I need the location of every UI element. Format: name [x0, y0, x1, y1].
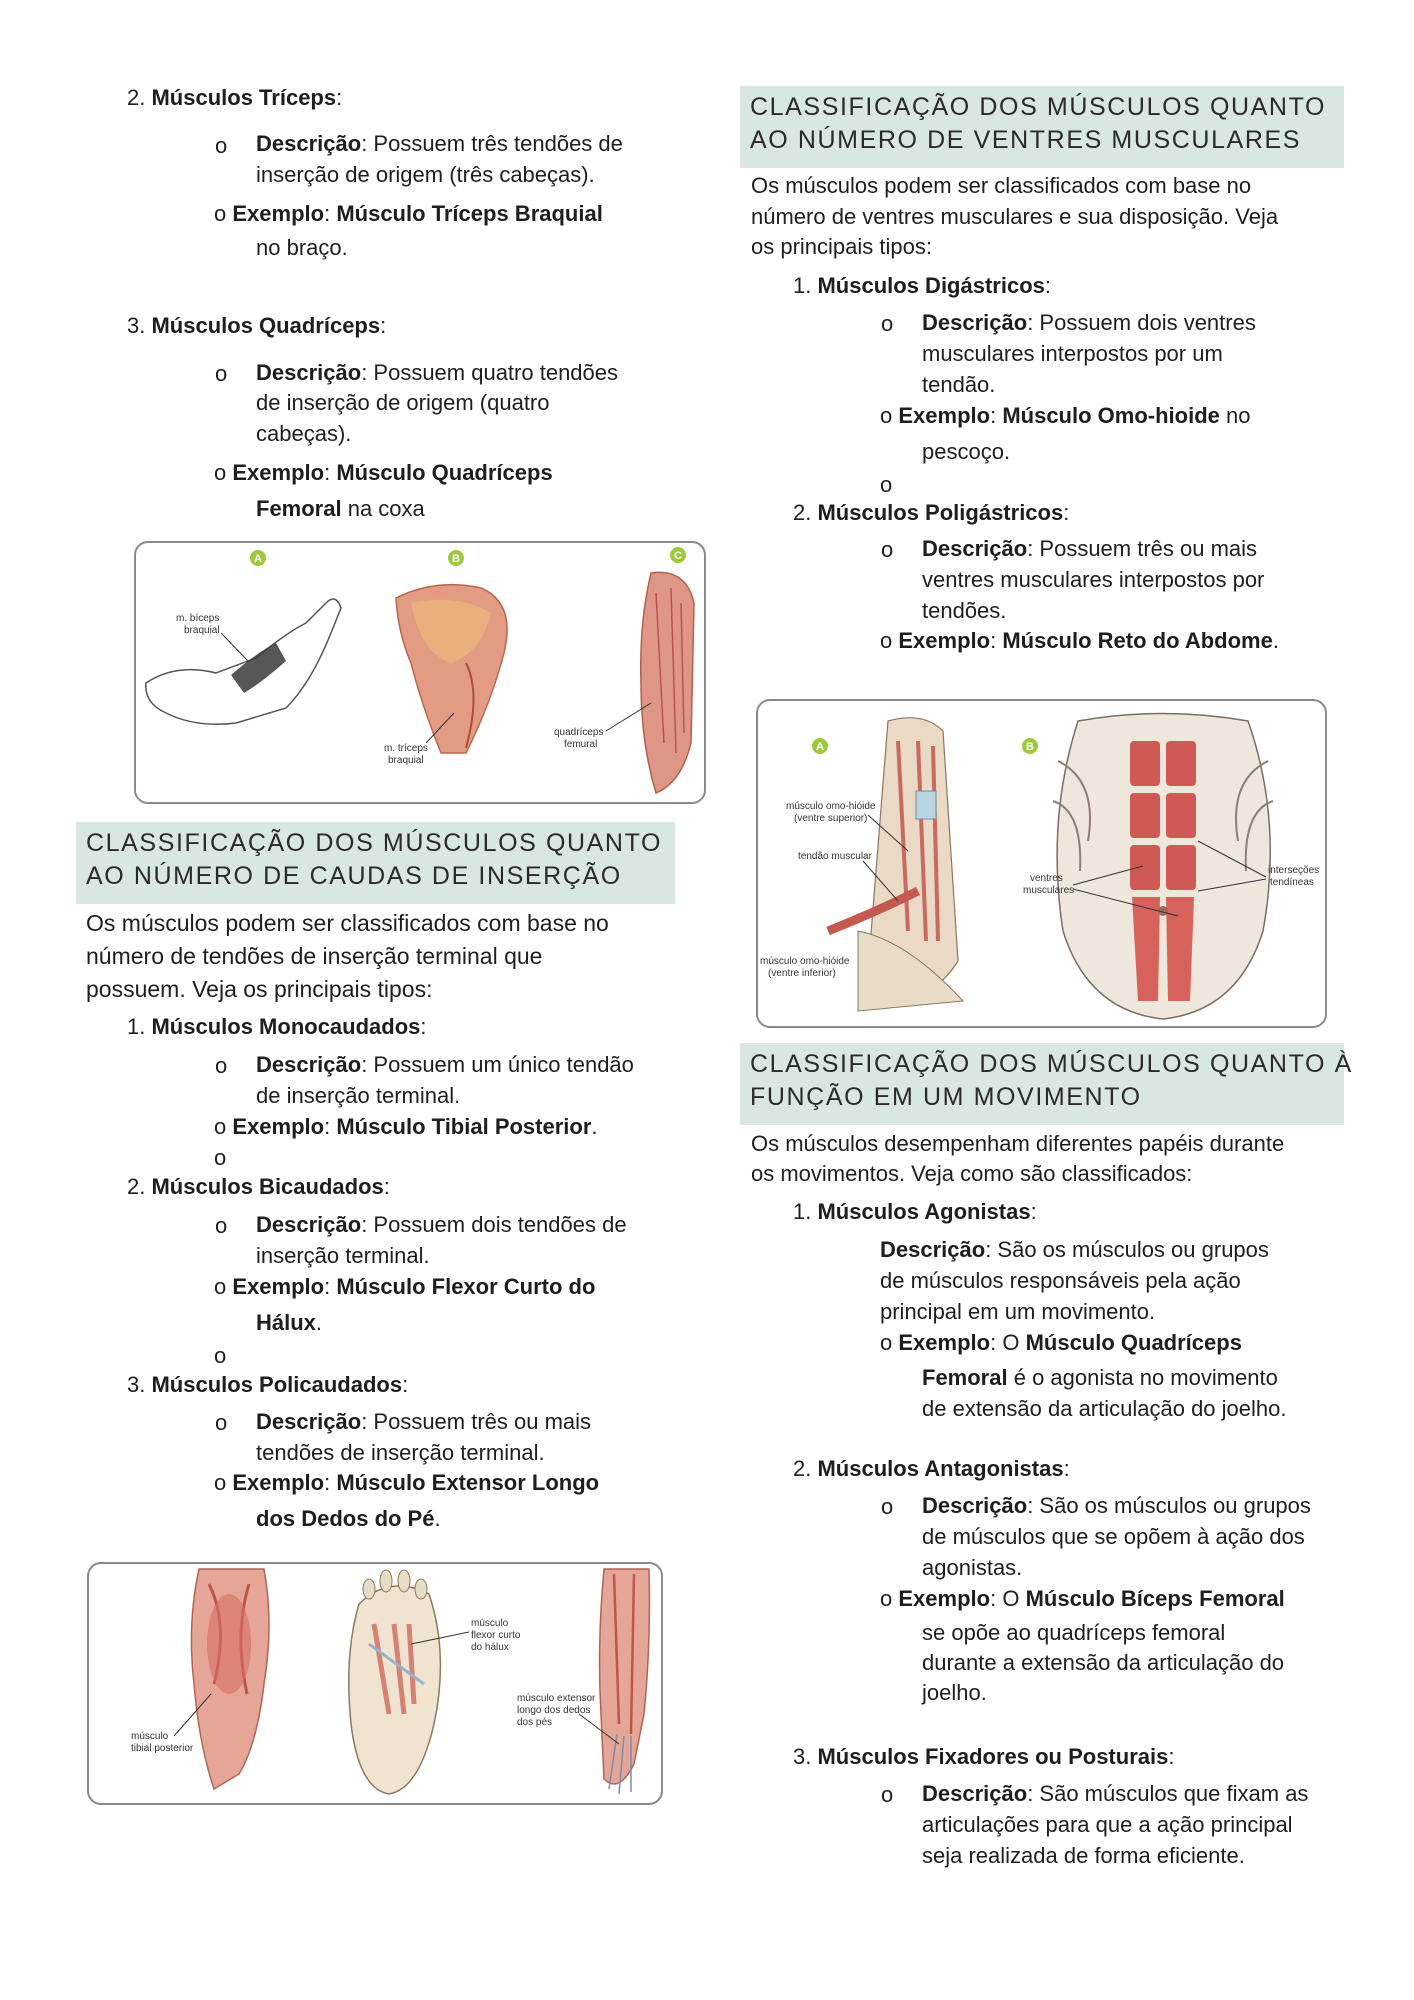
- triceps-example: o Exemplo: Músculo Tríceps Braquial: [214, 201, 603, 226]
- svg-text:C: C: [674, 550, 682, 562]
- funcao-intro: Os músculos desempenham diferentes papéis durante: [751, 1131, 1285, 1156]
- monocaudados-description-cont: de inserção terminal.: [256, 1083, 461, 1108]
- svg-text:do hálux: do hálux: [471, 1642, 509, 1653]
- svg-text:musculares: musculares: [1023, 885, 1075, 896]
- section-header-funcao: CLASSIFICAÇÃO DOS MÚSCULOS QUANTO À FUNÇÃO EM UM MOVIMENTO: [740, 1043, 1344, 1125]
- digastricos-example: o Exemplo: Músculo Omo-hioide no: [880, 403, 1251, 428]
- svg-text:tendão muscular: tendão muscular: [798, 851, 872, 862]
- figure-arm-muscles: [134, 541, 706, 804]
- triceps-example-cont: no braço.: [256, 235, 348, 260]
- svg-text:dos pés: dos pés: [517, 1717, 553, 1728]
- svg-text:braquial: braquial: [388, 755, 424, 766]
- svg-text:músculo: músculo: [471, 1618, 509, 1629]
- bullet-marker: o: [215, 1410, 228, 1435]
- caudas-intro-cont: possuem. Veja os principais tipos:: [86, 976, 433, 1002]
- empty-bullet: o: [880, 472, 893, 497]
- ventres-intro: Os músculos podem ser classificados com base no: [751, 173, 1252, 198]
- antagonistas-heading: 2. Músculos Antagonistas:: [793, 1456, 1070, 1481]
- bullet-marker: o: [215, 1053, 228, 1078]
- triceps-description: Descrição: Possuem três tendões de: [256, 131, 623, 156]
- svg-text:B: B: [1026, 741, 1034, 753]
- fixadores-heading: 3. Músculos Fixadores ou Posturais:: [793, 1744, 1175, 1769]
- svg-text:m. bíceps: m. bíceps: [176, 613, 220, 624]
- svg-text:músculo omo-hióide: músculo omo-hióide: [786, 801, 876, 812]
- bicaudados-example-cont: Hálux.: [256, 1310, 323, 1335]
- funcao-intro-cont: os movimentos. Veja como são classificados:: [751, 1161, 1193, 1186]
- empty-bullet: o: [214, 1145, 227, 1170]
- poligastricos-heading: 2. Músculos Poligástricos:: [793, 500, 1070, 525]
- abdominal-ventre-1: [1130, 741, 1160, 786]
- abdominal-ventre-3: [1130, 793, 1160, 838]
- figure-ventres-muscles: [756, 699, 1327, 1028]
- bicaudados-heading: 2. Músculos Bicaudados:: [127, 1174, 390, 1199]
- monocaudados-heading: 1. Músculos Monocaudados:: [127, 1014, 427, 1039]
- triceps-description-cont: inserção de origem (três cabeças).: [256, 162, 595, 187]
- policaudados-description-cont: tendões de inserção terminal.: [256, 1440, 545, 1465]
- empty-bullet: o: [214, 1343, 227, 1368]
- agonistas-description-cont: de músculos responsáveis pela ação: [880, 1268, 1241, 1293]
- antagonistas-description: Descrição: São os músculos ou grupos: [922, 1493, 1311, 1518]
- abdominal-ventre-6: [1166, 845, 1196, 890]
- bullet-marker: o: [215, 1213, 228, 1238]
- antagonistas-example-cont: se opõe ao quadríceps femoral: [922, 1620, 1226, 1645]
- bullet-marker: o: [881, 1782, 894, 1807]
- antagonistas-description-cont: agonistas.: [922, 1555, 1023, 1580]
- monocaudados-description: Descrição: Possuem um único tendão: [256, 1052, 634, 1077]
- svg-text:femural: femural: [564, 739, 598, 750]
- policaudados-heading: 3. Músculos Policaudados:: [127, 1372, 409, 1397]
- policaudados-description: Descrição: Possuem três ou mais: [256, 1409, 592, 1434]
- svg-text:interseções: interseções: [1268, 865, 1320, 876]
- svg-text:músculo omo-hióide: músculo omo-hióide: [760, 956, 850, 967]
- arm-muscles-illustration: [136, 543, 704, 802]
- ventres-muscles-illustration: [758, 701, 1325, 1026]
- caudas-intro: Os músculos podem ser classificados com base no: [86, 910, 609, 936]
- digastricos-description-cont: musculares interpostos por um: [922, 341, 1223, 366]
- caudas-intro-cont: número de tendões de inserção terminal que: [86, 943, 543, 969]
- agonistas-description-cont: principal em um movimento.: [880, 1299, 1156, 1324]
- svg-text:ventres: ventres: [1030, 873, 1063, 884]
- digastricos-heading: 1. Músculos Digástricos:: [793, 273, 1051, 298]
- poligastricos-description: Descrição: Possuem três ou mais: [922, 536, 1258, 561]
- policaudados-example-cont: dos Dedos do Pé.: [256, 1506, 441, 1531]
- svg-text:(ventre superior): (ventre superior): [794, 813, 868, 824]
- svg-text:tendíneas: tendíneas: [1270, 877, 1314, 888]
- bicaudados-description-cont: inserção terminal.: [256, 1243, 430, 1268]
- ventres-intro-cont: número de ventres musculares e sua disposição. Veja: [751, 204, 1279, 229]
- svg-text:quadríceps: quadríceps: [554, 727, 604, 738]
- agonistas-description: Descrição: São os músculos ou grupos: [880, 1237, 1269, 1262]
- bullet-marker: o: [215, 133, 228, 158]
- svg-text:(ventre inferior): (ventre inferior): [768, 968, 836, 979]
- poligastricos-description-cont: tendões.: [922, 598, 1007, 623]
- ventres-intro-cont: os principais tipos:: [751, 234, 932, 259]
- svg-text:braquial: braquial: [184, 625, 220, 636]
- agonistas-example-cont: Femoral é o agonista no movimento: [922, 1365, 1278, 1390]
- antagonistas-description-cont: de músculos que se opõem à ação dos: [922, 1524, 1305, 1549]
- svg-text:flexor curto: flexor curto: [471, 1630, 521, 1641]
- svg-text:A: A: [816, 741, 824, 753]
- quadriceps-description-cont: de inserção de origem (quatro: [256, 390, 550, 415]
- leg-foot-muscles-illustration: [89, 1564, 661, 1803]
- abdominal-ventre-4: [1166, 793, 1196, 838]
- quadriceps-example: o Exemplo: Músculo Quadríceps: [214, 460, 553, 485]
- fixadores-description-cont: articulações para que a ação principal: [922, 1812, 1293, 1837]
- quadriceps-description-cont: cabeças).: [256, 421, 352, 446]
- policaudados-example: o Exemplo: Músculo Extensor Longo: [214, 1470, 600, 1495]
- svg-text:músculo extensor: músculo extensor: [517, 1693, 596, 1704]
- bullet-marker: o: [215, 361, 228, 386]
- fixadores-description-cont: seja realizada de forma eficiente.: [922, 1843, 1245, 1868]
- figure-leg-foot-muscles: [87, 1562, 663, 1805]
- poligastricos-description-cont: ventres musculares interpostos por: [922, 567, 1265, 592]
- abdominal-ventre-2: [1166, 741, 1196, 786]
- quadriceps-heading: 3. Músculos Quadríceps:: [127, 313, 387, 338]
- agonistas-example: o Exemplo: O Músculo Quadríceps: [880, 1330, 1242, 1355]
- svg-text:B: B: [452, 553, 460, 565]
- quadriceps-description: Descrição: Possuem quatro tendões: [256, 360, 619, 385]
- svg-text:tibial posterior: tibial posterior: [131, 1743, 194, 1754]
- agonistas-example-cont: de extensão da articulação do joelho.: [922, 1396, 1287, 1421]
- digastricos-example-cont: pescoço.: [922, 439, 1011, 464]
- section-header-ventres: CLASSIFICAÇÃO DOS MÚSCULOS QUANTO AO NÚMERO DE VENTRES MUSCULARES: [740, 86, 1344, 168]
- quadriceps-example-cont: Femoral na coxa: [256, 496, 425, 521]
- svg-text:longo dos dedos: longo dos dedos: [517, 1705, 591, 1716]
- bicaudados-description: Descrição: Possuem dois tendões de: [256, 1212, 627, 1237]
- agonistas-heading: 1. Músculos Agonistas:: [793, 1199, 1037, 1224]
- fixadores-description: Descrição: São músculos que fixam as: [922, 1781, 1309, 1806]
- antagonistas-example-cont: joelho.: [922, 1680, 987, 1705]
- abdominal-ventre-5: [1130, 845, 1160, 890]
- svg-text:músculo: músculo: [131, 1731, 169, 1742]
- section-header-caudas: CLASSIFICAÇÃO DOS MÚSCULOS QUANTO AO NÚMERO DE CAUDAS DE INSERÇÃO: [76, 822, 675, 904]
- svg-text:m. tríceps: m. tríceps: [384, 743, 428, 754]
- bullet-marker: o: [881, 311, 894, 336]
- triceps-heading: 2. Músculos Tríceps:: [127, 85, 343, 110]
- bullet-marker: o: [881, 537, 894, 562]
- svg-text:A: A: [254, 553, 262, 565]
- poligastricos-example: o Exemplo: Músculo Reto do Abdome.: [880, 628, 1279, 653]
- bullet-marker: o: [881, 1494, 894, 1519]
- digastricos-description: Descrição: Possuem dois ventres: [922, 310, 1256, 335]
- antagonistas-example-cont: durante a extensão da articulação do: [922, 1650, 1285, 1675]
- bicaudados-example: o Exemplo: Músculo Flexor Curto do: [214, 1274, 596, 1299]
- antagonistas-example: o Exemplo: O Músculo Bíceps Femoral: [880, 1586, 1285, 1611]
- digastricos-description-cont: tendão.: [922, 372, 996, 397]
- monocaudados-example: o Exemplo: Músculo Tibial Posterior.: [214, 1114, 598, 1139]
